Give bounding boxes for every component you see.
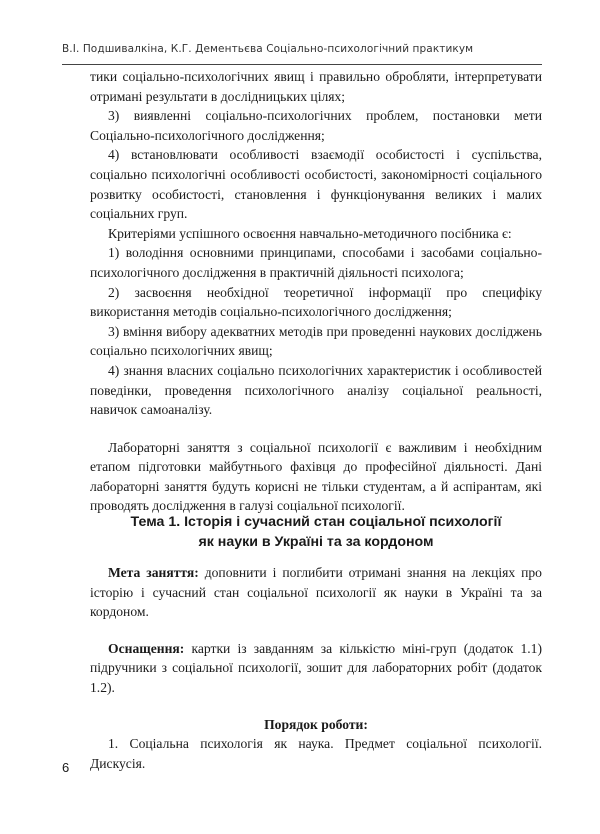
topic-title <box>90 512 542 552</box>
paragraph: 4) знання власних соціально психологічних характеристик і особливостей поведінки, проведення психологічного аналізу соціальної реальності, навичок самоаналізу. <box>90 362 542 418</box>
paragraph: 3) вміння вибору адекватних методів при проведенні наукових досліджень соціально психологічних явищ; <box>90 323 542 359</box>
procedure-item: 1. Соціальна психологія як наука. Предмет соціальної психології. Дискусія. <box>90 736 542 771</box>
intro-text <box>90 67 542 516</box>
header-rule <box>62 64 542 65</box>
paragraph: 2) засвоєння необхідної теоретичної інформації про специфіку використання методів соціально-психологічного дослідження; <box>90 284 542 320</box>
page-number: 6 <box>62 760 70 775</box>
lesson-details <box>90 563 542 773</box>
paragraph: тики соціально-психологічних явищ і правильно обробляти, інтерпретувати отримані результати в дослідницьких цілях; <box>90 69 542 104</box>
equipment-label: Оснащення: <box>108 640 185 656</box>
equipment-text: картки із завданням за кількістю міні-груп (додаток 1.1) підручники з соціальної психології, зошит для лабораторних робіт (додаток 1.2). <box>90 640 542 695</box>
goal-text: доповнити і поглибити отримані знання на лекціях про історію і сучасний стан соціальної психології як науки в Україні та за кордоном. <box>90 565 542 620</box>
running-header: В.І. Подшивалкіна, К.Г. Дементьєва Соціально-психологічний практикум <box>62 43 474 55</box>
closing-paragraph: Лабораторні заняття з соціальної психології є важливим і необхідним етапом підготовки майбутнього фахівця до професійної діяльності. Дані лабораторні заняття будуть корисні не тільки студентам, а й аспірантам, які проводять дослідження в галузі соціальної психології. <box>90 439 542 514</box>
goal-label: Мета заняття: <box>108 565 199 580</box>
paragraph: 1) володіння основними принципами, способами і засобами соціально-психологічного дослідження в практичній діяльності психолога; <box>90 245 542 280</box>
topic-title-line: як науки в Україні та за кордоном <box>198 534 434 550</box>
equipment-paragraph <box>90 639 542 698</box>
goal-paragraph <box>90 563 542 622</box>
procedure-heading: Порядок роботи: <box>264 716 368 732</box>
paragraph: Критеріями успішного освоєння навчально-методичного посібника є: <box>108 225 512 241</box>
topic-title-line: Тема 1. Історія і сучасний стан соціальної психології <box>130 514 502 530</box>
paragraph: 4) встановлювати особливості взаємодії особистості і суспільства, соціально психологічні особливості особистості, закономірності соціального розвитку особистості, становлення і функціонування великих і малих соціальних груп. <box>90 147 542 222</box>
paragraph: 3) виявленні соціально-психологічних проблем, постановки мети Соціально-психологічного дослідження; <box>90 108 542 143</box>
